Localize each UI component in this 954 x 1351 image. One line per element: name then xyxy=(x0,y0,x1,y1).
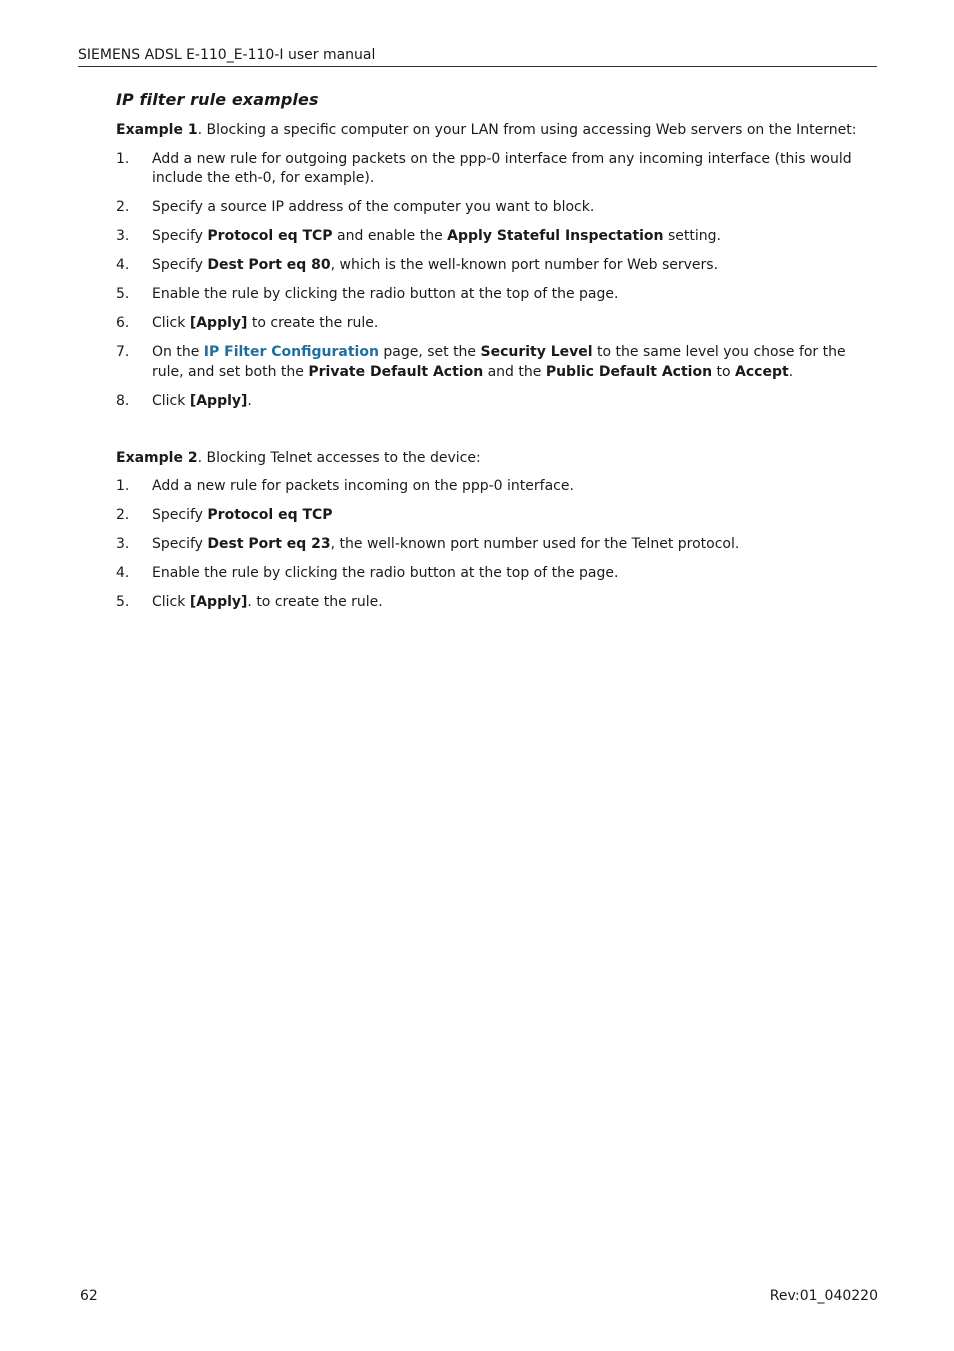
list-item: 5. Click [Apply]. to create the rule. xyxy=(116,594,383,610)
revision-label: Rev:01_040220 xyxy=(769,1288,878,1304)
example-2-intro: Example 2. Blocking Telnet accesses to the device: xyxy=(116,449,481,466)
section-title: IP filter rule examples xyxy=(116,90,319,109)
example-2-steps xyxy=(116,477,861,613)
content-body xyxy=(116,121,861,622)
example-1-intro: Example 1. Blocking a specific computer on your LAN from using accessing Web servers on the Internet: xyxy=(116,122,857,138)
list-item: 1. Add a new rule for packets incoming on the ppp-0 interface. xyxy=(116,478,574,494)
list-item: 1. Add a new rule for outgoing packets on the ppp-0 interface from any incoming interface (this would include the eth-0, for example). xyxy=(116,150,852,186)
spacer xyxy=(116,421,861,449)
list-item: 7. On the IP Filter Configuration page, set the Security Level to the same level you chose for the rule, and set both the Private Default Action and the Public Default Action to Accept. xyxy=(116,344,846,380)
example-2-label: Example 2 xyxy=(116,449,198,466)
list-item: 5. Enable the rule by clicking the radio button at the top of the page. xyxy=(116,286,619,302)
list-item: 6. Click [Apply] to create the rule. xyxy=(116,315,379,331)
ip-filter-configuration-link[interactable]: IP Filter Configuration xyxy=(203,344,379,360)
list-item: 3. Specify Dest Port eq 23, the well-known port number used for the Telnet protocol. xyxy=(116,536,740,552)
list-item: 4. Enable the rule by clicking the radio button at the top of the page. xyxy=(116,565,619,581)
list-item: 2. Specify Protocol eq TCP xyxy=(116,507,333,523)
list-item: 4. Specify Dest Port eq 80, which is the well-known port number for Web servers. xyxy=(116,257,719,273)
example-1-steps xyxy=(116,150,861,412)
list-item: 8. Click [Apply]. xyxy=(116,392,252,409)
list-item: 3. Specify Protocol eq TCP and enable the Apply Stateful Inspectation setting. xyxy=(116,228,721,244)
list-item: 2. Specify a source IP address of the computer you want to block. xyxy=(116,199,595,215)
page-number: 62 xyxy=(80,1288,98,1304)
page-header: SIEMENS ADSL E-110_E-110-I user manual xyxy=(78,45,877,67)
example-1-label: Example 1 xyxy=(116,122,198,138)
